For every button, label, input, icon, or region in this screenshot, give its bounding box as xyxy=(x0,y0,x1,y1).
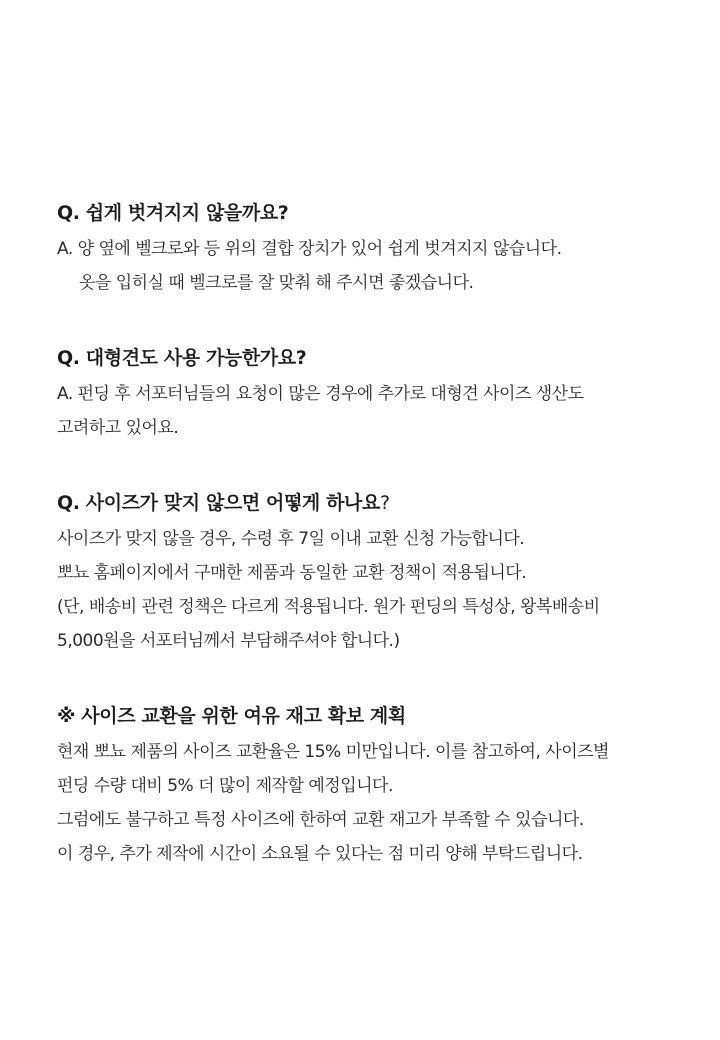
answer-line: 현재 뽀뇨 제품의 사이즈 교환율은 15% 미만입니다. 이를 참고하여, 사이즈별 xyxy=(57,742,609,762)
answer-line: 옷을 입히실 때 벨크로를 잘 맞춰 해 주시면 좋겠습니다. xyxy=(79,273,474,293)
answer-line: 사이즈가 맞지 않을 경우, 수령 후 7일 이내 교환 신청 가능합니다. xyxy=(57,529,525,549)
answer-line: 뽀뇨 홈페이지에서 구매한 제품과 동일한 교환 정책이 적용됩니다. xyxy=(57,563,527,583)
answer-line: A. 펀딩 후 서포터님들의 요청이 많은 경우에 추가로 대형견 사이즈 생산도 xyxy=(57,384,584,404)
answer-line: 고려하고 있어요. xyxy=(57,418,179,438)
faq-item-stays-on xyxy=(57,198,687,300)
faq-question: Q. 대형견도 사용 가능한가요? xyxy=(57,347,307,369)
faq-notice-heading: ※ 사이즈 교환을 위한 여유 재고 확보 계획 xyxy=(57,705,406,727)
faq-item-size-exchange xyxy=(57,488,687,658)
faq-item-large-dogs xyxy=(57,343,687,445)
faq-question: Q. 사이즈가 맞지 않으면 어떻게 하나요? xyxy=(57,492,390,514)
answer-line: A. 양 옆에 벨크로와 등 위의 결합 장치가 있어 쉽게 벗겨지지 않습니다. xyxy=(57,239,562,259)
faq-item-spare-stock-plan xyxy=(57,701,687,871)
answer-line: 이 경우, 추가 제작에 시간이 소요될 수 있다는 점 미리 양해 부탁드립니다. xyxy=(57,844,583,864)
answer-line: 5,000원을 서포터님께서 부담해주셔야 합니다.) xyxy=(57,631,400,651)
answer-line: 그럼에도 불구하고 특정 사이즈에 한하여 교환 재고가 부족할 수 있습니다. xyxy=(57,810,584,830)
answer-line: (단, 배송비 관련 정책은 다르게 적용됩니다. 원가 펀딩의 특성상, 왕복배송비 xyxy=(57,597,600,617)
faq-question: Q. 쉽게 벗겨지지 않을까요? xyxy=(57,202,289,224)
faq-answer xyxy=(57,522,687,658)
faq-section xyxy=(57,198,687,871)
answer-line: 펀딩 수량 대비 5% 더 많이 제작할 예정입니다. xyxy=(57,776,393,796)
faq-answer xyxy=(57,735,687,871)
faq-answer xyxy=(57,377,687,445)
faq-answer xyxy=(57,232,687,300)
